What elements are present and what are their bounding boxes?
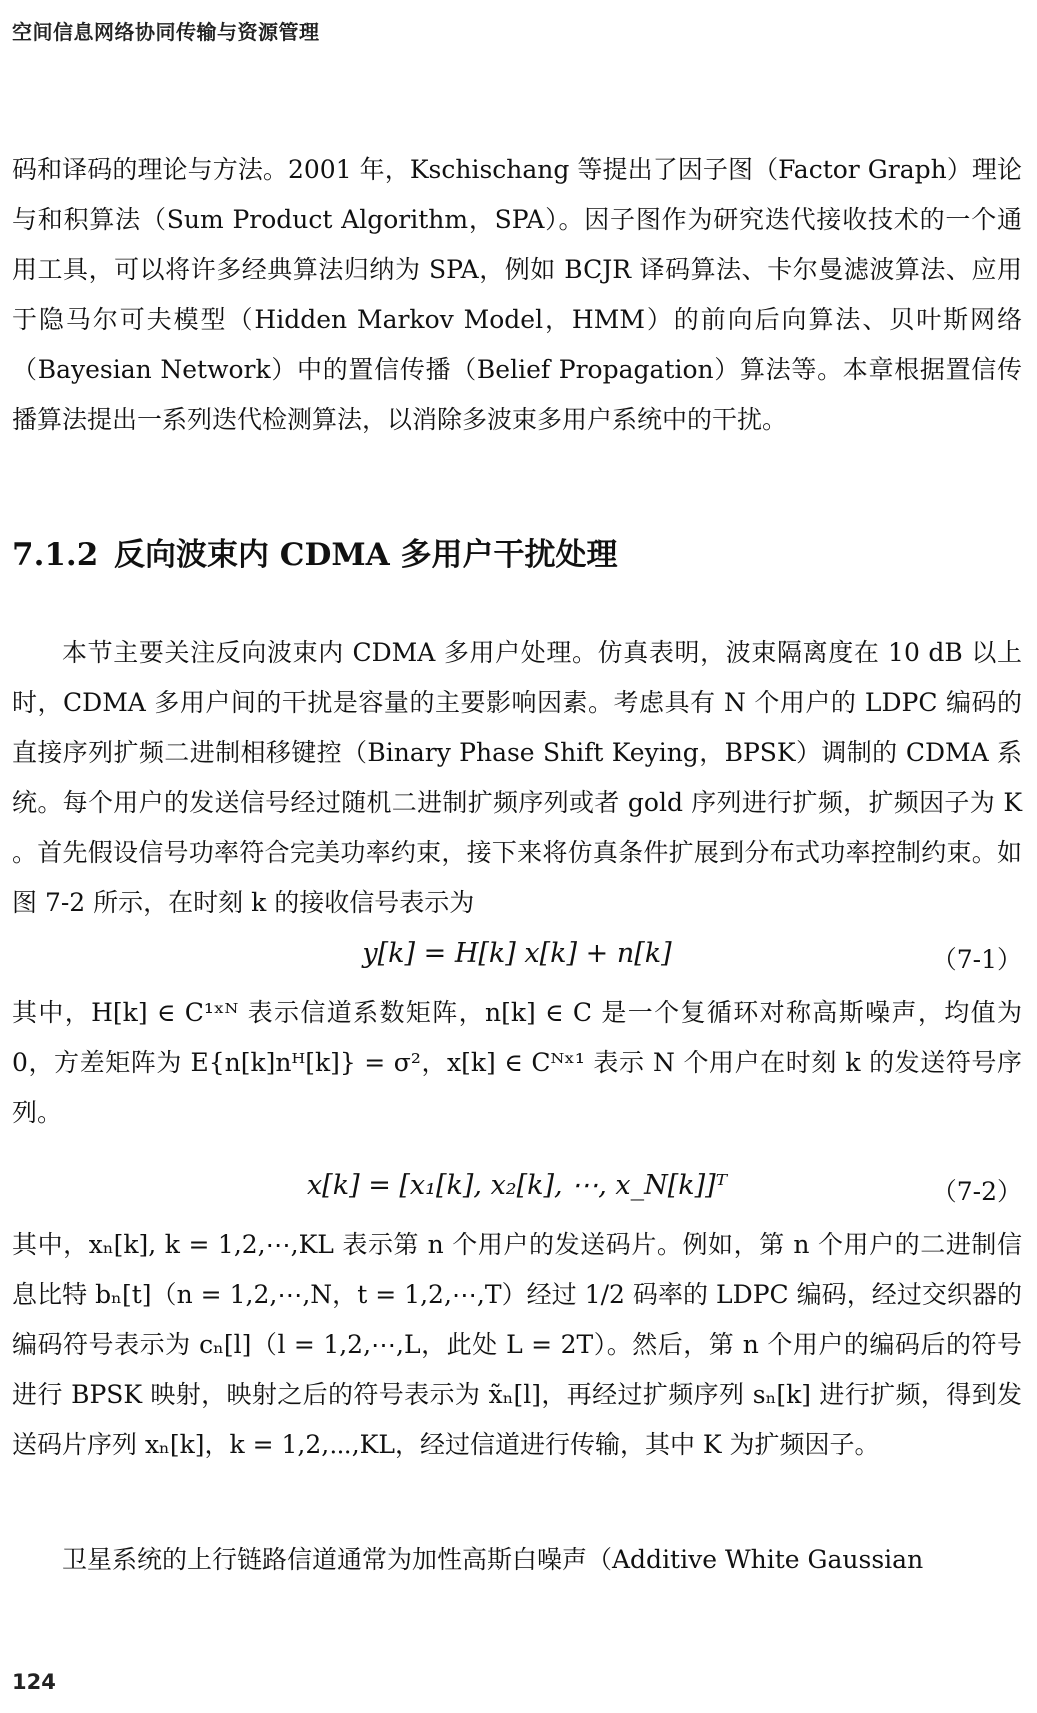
equation-7-1	[12, 932, 1022, 986]
section-heading	[12, 535, 618, 575]
paragraph-intro: 码和译码的理论与方法。2001 年，Kschischang 等提出了因子图（Factor Graph）理论与和积算法（Sum Product Algorithm，SPA）。因子图作为研究迭代接收技术的一个通用工具，可以将许多经典算法归纳为 SPA，例如 BCJR 译码算法、卡尔曼滤波算法、应用于隐马尔可夫模型（Hidden Markov Model，HMM）的前向后向算法、贝叶斯网络（Bayesian Network）中的置信传播（Belief Propagation）算法等。本章根据置信传播算法提出一系列迭代检测算法，以消除多波束多用户系统中的干扰。	[12, 155, 1022, 434]
section-number: 7.1.2	[12, 537, 99, 573]
equation-7-2	[12, 1164, 1022, 1218]
equation-7-2-number: （7-2）	[931, 1177, 1022, 1206]
paragraph-channel-definition: 其中，H[k] ∈ C¹ˣᴺ 表示信道系数矩阵，n[k] ∈ C 是一个复循环对称高斯噪声，均值为 0，方差矩阵为 E{n[k]nᴴ[k]} = σ²，x[k] ∈ Cᴺˣ¹ 表示 N 个用户在时刻 k 的发送符号序列。	[12, 998, 1022, 1127]
page-number: 124	[12, 1670, 56, 1694]
equation-7-2-expression: x[k] = [x₁[k], x₂[k], ⋯, x_N[k]]ᵀ	[306, 1170, 728, 1201]
equation-7-1-number: （7-1）	[931, 945, 1022, 974]
equation-7-1-expression: y[k] = H[k] x[k] + n[k]	[362, 938, 672, 969]
section-title: 反向波束内 CDMA 多用户干扰处理	[114, 537, 618, 573]
paragraph-chip-description: 其中，xₙ[k], k = 1,2,⋯,KL 表示第 n 个用户的发送码片。例如，第 n 个用户的二进制信息比特 bₙ[t]（n = 1,2,⋯,N，t = 1,2,⋯,T）经过 1/2 码率的 LDPC 编码，经过交织器的编码符号表示为 cₙ[l]（l = 1,2,⋯,L，此处 L = 2T）。然后，第 n 个用户的编码后的符号进行 BPSK 映射，映射之后的符号表示为 x̃ₙ[l]，再经过扩频序列 sₙ[k] 进行扩频，得到发送码片序列 xₙ[k]，k = 1,2,⋯,KL，经过信道进行传输，其中 K 为扩频因子。	[12, 1230, 1022, 1459]
running-header: 空间信息网络协同传输与资源管理	[12, 20, 320, 44]
paragraph-awgn: 卫星系统的上行链路信道通常为加性高斯白噪声（Additive White Gaussian	[62, 1545, 924, 1574]
paragraph-system-model: 本节主要关注反向波束内 CDMA 多用户处理。仿真表明，波束隔离度在 10 dB 以上时，CDMA 多用户间的干扰是容量的主要影响因素。考虑具有 N 个用户的 LDPC 编码的直接序列扩频二进制相移键控（Binary Phase Shift Keying，BPSK）调制的 CDMA 系统。每个用户的发送信号经过随机二进制扩频序列或者 gold 序列进行扩频，扩频因子为 K 。首先假设信号功率符合完美功率约束，接下来将仿真条件扩展到分布式功率控制约束。如图 7-2 所示，在时刻 k 的接收信号表示为	[12, 638, 1022, 917]
